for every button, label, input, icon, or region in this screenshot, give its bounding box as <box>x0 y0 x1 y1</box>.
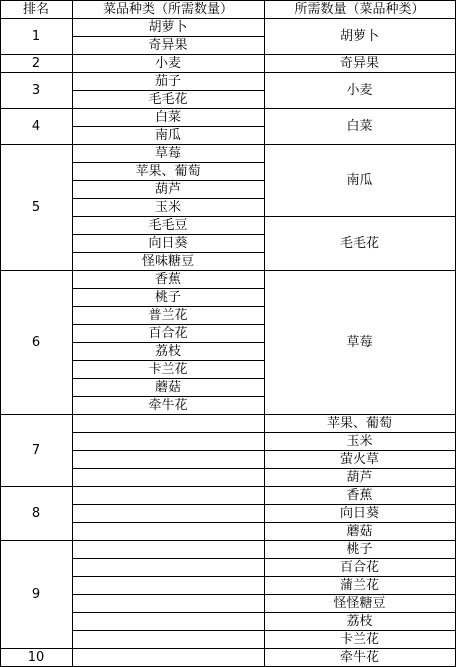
left-item: 草莓 <box>154 145 181 161</box>
left-item: 玉米 <box>154 199 181 215</box>
left-item: 毛毛豆 <box>148 217 188 233</box>
grid-line <box>72 630 264 631</box>
right-item: 怪怪糖豆 <box>333 595 386 611</box>
left-item: 百合花 <box>148 325 188 341</box>
left-item: 奇异果 <box>148 37 188 53</box>
right-item: 荔枝 <box>346 613 373 629</box>
right-item: 向日葵 <box>339 505 379 521</box>
left-item: 桃子 <box>154 289 181 305</box>
left-item: 卡兰花 <box>148 361 188 377</box>
right-item: 苹果、葡萄 <box>326 415 392 431</box>
left-item: 怪味糖豆 <box>141 253 194 269</box>
left-item: 牵牛花 <box>148 397 188 413</box>
grid-line <box>264 0 265 667</box>
right-item: 胡萝卜 <box>339 28 379 44</box>
left-item: 香蕉 <box>154 271 181 287</box>
right-item: 白菜 <box>346 118 373 134</box>
right-item: 蒲兰花 <box>339 577 379 593</box>
rank-cell: 5 <box>31 199 41 215</box>
grid-line <box>72 450 264 451</box>
header-rank: 排名 <box>22 1 49 17</box>
rank-cell: 8 <box>31 505 41 521</box>
rank-cell: 9 <box>31 586 41 602</box>
left-item: 毛毛花 <box>148 91 188 107</box>
left-item: 南瓜 <box>154 127 181 143</box>
right-item: 桃子 <box>346 541 373 557</box>
header-left: 菜品种类（所需数量） <box>102 1 233 17</box>
left-item: 荔枝 <box>154 343 181 359</box>
left-item: 向日葵 <box>148 235 188 251</box>
left-item: 苹果、葡萄 <box>135 163 201 179</box>
right-item: 牵牛花 <box>339 649 379 665</box>
grid-line <box>72 0 73 667</box>
grid-line <box>72 522 264 523</box>
rank-cell: 10 <box>27 649 45 665</box>
right-item: 草莓 <box>346 334 373 350</box>
right-item: 葫芦 <box>346 469 373 485</box>
left-item: 蘑菇 <box>154 379 181 395</box>
grid-line <box>0 0 1 667</box>
right-item: 毛毛花 <box>339 235 379 251</box>
grid-line <box>72 558 264 559</box>
right-item: 蘑菇 <box>346 523 373 539</box>
right-item: 香蕉 <box>346 487 373 503</box>
rank-cell: 1 <box>31 28 41 44</box>
right-item: 小麦 <box>346 82 373 98</box>
grid-line <box>72 612 264 613</box>
right-item: 卡兰花 <box>339 631 379 647</box>
rank-cell: 3 <box>31 82 41 98</box>
left-item: 葫芦 <box>154 181 181 197</box>
grid-line <box>72 504 264 505</box>
right-item: 奇异果 <box>339 55 379 71</box>
left-item: 茄子 <box>154 73 181 89</box>
rank-cell: 7 <box>31 442 41 458</box>
right-item: 南瓜 <box>346 172 373 188</box>
grid-line <box>72 594 264 595</box>
left-item: 小麦 <box>154 55 181 71</box>
left-item: 普兰花 <box>148 307 188 323</box>
rank-cell: 6 <box>31 334 41 350</box>
grid-line <box>72 432 264 433</box>
header-right: 所需数量（菜品种类） <box>294 1 425 17</box>
rank-cell: 4 <box>31 118 41 134</box>
right-item: 百合花 <box>339 559 379 575</box>
right-item: 萤火草 <box>339 451 379 467</box>
grid-line <box>72 468 264 469</box>
rank-cell: 2 <box>31 55 41 71</box>
right-item: 玉米 <box>346 433 373 449</box>
left-item: 胡萝卜 <box>148 19 188 35</box>
grid-line <box>72 576 264 577</box>
left-item: 白菜 <box>154 109 181 125</box>
